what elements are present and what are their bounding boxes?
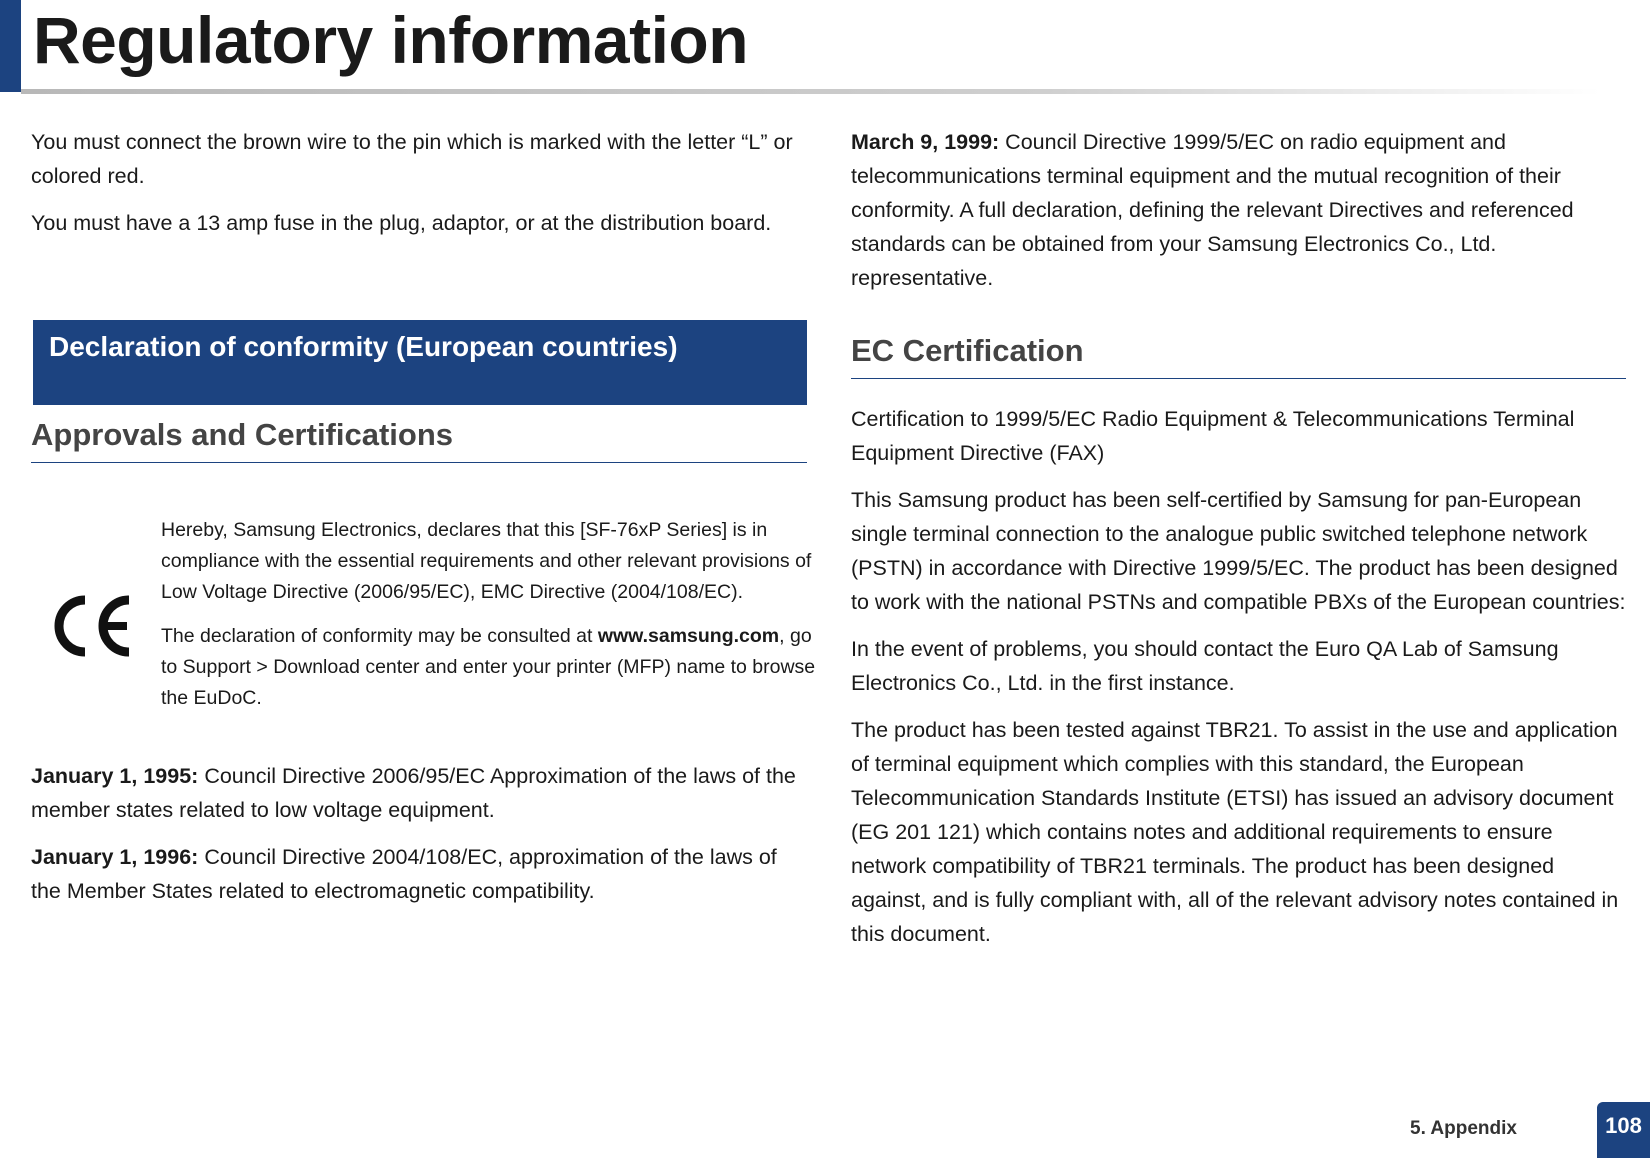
ce-mark-icon [43,590,135,662]
approvals-rule [31,462,807,463]
ec-certification-heading: EC Certification [851,333,1084,368]
ce-consult-suffix: , go to Support > Download center and enter your printer (MFP) name to browse the EuDoC. [161,625,816,709]
banner-title: Declaration of conformity (European countries) [49,331,678,362]
ce-consult [161,621,821,714]
ec-paragraph: In the event of problems, you should contact the Euro QA Lab of Samsung Electronics Co., Ltd. in the first instance. [851,637,1559,695]
ec-paragraph: This Samsung product has been self-certified by Samsung for pan-European single terminal connection to the analogue public switched telephone network (PSTN) in accordance with Directive 1999/5/EC. The product has been designed to work with the national PSTNs and compatible PBXs of the European countries: [851,488,1626,614]
right-column [851,125,1626,951]
left-column [31,125,807,240]
ce-text [161,515,821,714]
directive-dates [31,759,811,908]
footer-section-label: 5. Appendix [1410,1118,1517,1139]
approvals-heading: Approvals and Certifications [31,417,454,452]
title-accent-bar [0,0,21,92]
date-label: March 9, 1999: [851,130,1000,154]
ec-paragraph: The product has been tested against TBR21. To assist in the use and application of terminal equipment which complies with this standard, the European Telecommunication Standards Institute (ETSI) has issued an advisory document (EG 201 121) which contains notes and additional requirements to ensure network compatibility of TBR21 terminals. The product has been designed against, and is fully compliant with, all of the relevant advisory notes contained in this document. [851,718,1619,946]
date-text: Council Directive 2006/95/EC Approximation of the laws of the member states related to low voltage equipment. [31,764,796,822]
date-label: January 1, 1995: [31,764,199,788]
ce-consult-prefix: The declaration of conformity may be consulted at [161,625,598,647]
date-text: Council Directive 1999/5/EC on radio equipment and telecommunications terminal equipment and the mutual recognition of their conformity. A full declaration, defining the relevant Directives and referenced standards can be obtained from your Samsung Electronics Co., Ltd. representative. [851,130,1574,290]
intro-paragraph: You must connect the brown wire to the pin which is marked with the letter “L” or colored red. [31,130,793,188]
title-underline [21,89,1601,94]
ce-statement: Hereby, Samsung Electronics, declares that this [SF-76xP Series] is in compliance with the essential requirements and other relevant provisions of Low Voltage Directive (2006/95/EC), EMC Directive (2004/108/EC). [161,519,812,603]
date-label: January 1, 1996: [31,845,199,869]
march-entry [851,125,1626,295]
approvals-section [31,415,807,463]
date-text: Council Directive 2004/108/EC, approximation of the laws of the Member States related to electromagnetic compatibility. [31,845,777,903]
page-number-badge: 108 [1597,1102,1650,1158]
intro-paragraph: You must have a 13 amp fuse in the plug, adaptor, or at the distribution board. [31,211,772,235]
page-title: Regulatory information [33,3,749,77]
ec-paragraph: Certification to 1999/5/EC Radio Equipment & Telecommunications Terminal Equipment Directive (FAX) [851,407,1575,465]
date-entry [31,840,811,908]
ec-certification-rule [851,378,1626,379]
section-banner [33,320,807,405]
samsung-link[interactable]: www.samsung.com [597,625,780,647]
date-entry [31,759,811,827]
